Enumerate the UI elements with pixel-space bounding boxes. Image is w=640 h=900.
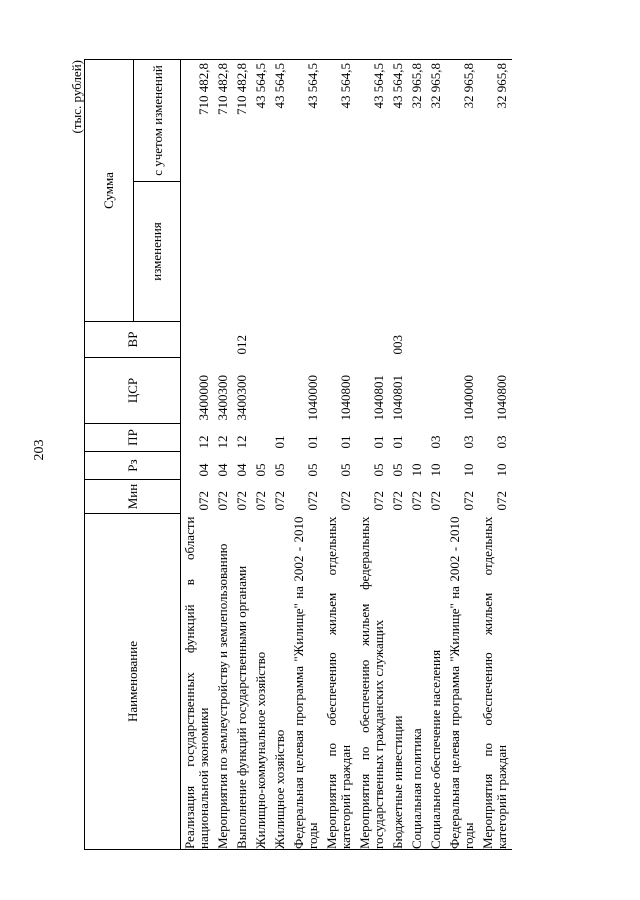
units-label: (тыс. рублей) bbox=[69, 60, 84, 134]
table-row bbox=[446, 60, 479, 850]
cell-changes bbox=[389, 182, 408, 322]
table-row bbox=[233, 60, 252, 850]
table-row bbox=[427, 60, 446, 850]
cell-min: 072 bbox=[253, 491, 268, 511]
cell-name: Федеральная целевая программа "Жилище" на 2002 - 2010 годы bbox=[446, 514, 479, 850]
header-with-changes: с учетом изменений bbox=[134, 60, 181, 182]
cell-changes bbox=[214, 182, 233, 322]
cell-changes bbox=[356, 182, 389, 322]
header-vr: ВР bbox=[85, 322, 181, 358]
table-row bbox=[479, 60, 512, 850]
cell-vr bbox=[408, 322, 427, 358]
header-rz: Рз bbox=[85, 452, 181, 480]
cell-vr bbox=[356, 322, 389, 358]
cell-min: 072 bbox=[305, 491, 320, 511]
cell-name: Жилищное хозяйство bbox=[271, 514, 290, 850]
table-row bbox=[356, 60, 389, 850]
cell-changes bbox=[323, 182, 356, 322]
table-row bbox=[290, 60, 323, 850]
cell-min: 072 bbox=[234, 491, 249, 511]
cell-vr bbox=[252, 322, 271, 358]
cell-changes bbox=[446, 182, 479, 322]
cell-total: 43 564,5 bbox=[389, 60, 408, 182]
cell-pr: 12 bbox=[196, 435, 211, 449]
cell-vr bbox=[290, 322, 323, 358]
cell-pr: 03 bbox=[461, 435, 476, 449]
page-number: 203 bbox=[32, 439, 47, 461]
cell-pr: 01 bbox=[272, 435, 287, 449]
cell-rz: 05 bbox=[272, 463, 287, 477]
cell-min: 072 bbox=[371, 491, 386, 511]
cell-pr bbox=[252, 424, 271, 452]
cell-pr bbox=[408, 424, 427, 452]
cell-total: 32 965,8 bbox=[446, 60, 479, 182]
cell-vr bbox=[271, 322, 290, 358]
cell-changes bbox=[252, 182, 271, 322]
cell-total: 32 965,8 bbox=[408, 60, 427, 182]
table-row bbox=[214, 60, 233, 850]
cell-vr bbox=[427, 322, 446, 358]
cell-min: 072 bbox=[409, 491, 424, 511]
cell-name: Мероприятия по обеспечению жильем отдельных категорий граждан bbox=[479, 514, 512, 850]
table-row bbox=[408, 60, 427, 850]
cell-rz: 05 bbox=[305, 463, 320, 477]
cell-rz: 05 bbox=[390, 463, 405, 477]
cell-total: 43 564,5 bbox=[271, 60, 290, 182]
cell-pr: 01 bbox=[390, 435, 405, 449]
cell-total: 32 965,8 bbox=[479, 60, 512, 182]
cell-name: Мероприятия по землеустройству и землепользованию bbox=[214, 514, 233, 850]
cell-rz: 10 bbox=[409, 463, 424, 477]
cell-csr: 3400000 bbox=[196, 375, 211, 421]
header-csr: ЦСР bbox=[85, 358, 181, 424]
table-row bbox=[323, 60, 356, 850]
cell-total: 43 564,5 bbox=[252, 60, 271, 182]
cell-rz: 04 bbox=[215, 463, 230, 477]
header-pr: ПР bbox=[85, 424, 181, 452]
cell-csr: 1040000 bbox=[461, 375, 476, 421]
cell-changes bbox=[479, 182, 512, 322]
cell-rz: 10 bbox=[428, 463, 443, 477]
cell-total: 43 564,5 bbox=[356, 60, 389, 182]
cell-name: Социальная политика bbox=[408, 514, 427, 850]
header-sum: Сумма bbox=[85, 60, 134, 322]
header-changes: изменения bbox=[134, 182, 181, 322]
cell-total: 710 482,8 bbox=[181, 60, 215, 182]
cell-changes bbox=[271, 182, 290, 322]
cell-changes bbox=[290, 182, 323, 322]
cell-pr: 01 bbox=[371, 435, 386, 449]
cell-csr bbox=[408, 358, 427, 424]
table-body bbox=[181, 60, 513, 850]
table-row bbox=[252, 60, 271, 850]
table-row bbox=[271, 60, 290, 850]
cell-rz: 05 bbox=[338, 463, 353, 477]
cell-rz: 05 bbox=[253, 463, 268, 477]
cell-csr: 1040801 bbox=[390, 375, 405, 421]
cell-rz: 04 bbox=[234, 463, 249, 477]
cell-rz: 10 bbox=[494, 463, 509, 477]
cell-pr: 03 bbox=[428, 435, 443, 449]
cell-name: Мероприятия по обеспечению жильем федеральных государственных гражданских служащих bbox=[356, 514, 389, 850]
cell-name: Реализация государственных функций в области национальной экономики bbox=[181, 514, 215, 850]
cell-csr: 3400300 bbox=[234, 375, 249, 421]
cell-pr: 01 bbox=[338, 435, 353, 449]
cell-name: Социальное обеспечение населения bbox=[427, 514, 446, 850]
cell-pr: 03 bbox=[494, 435, 509, 449]
cell-min: 072 bbox=[196, 491, 211, 511]
header-name: Наименование bbox=[85, 514, 181, 850]
cell-name: Жилищно-коммунальное хозяйство bbox=[252, 514, 271, 850]
cell-vr bbox=[479, 322, 512, 358]
cell-csr: 1040800 bbox=[338, 375, 353, 421]
rotated-document bbox=[70, 50, 590, 850]
cell-vr: 012 bbox=[234, 335, 249, 355]
cell-name: Выполнение функций государственными органами bbox=[233, 514, 252, 850]
cell-total: 43 564,5 bbox=[323, 60, 356, 182]
cell-vr bbox=[214, 322, 233, 358]
cell-pr: 12 bbox=[234, 435, 249, 449]
cell-pr: 01 bbox=[305, 435, 320, 449]
budget-table bbox=[84, 59, 512, 850]
cell-changes bbox=[427, 182, 446, 322]
cell-min: 072 bbox=[390, 491, 405, 511]
table-row bbox=[181, 60, 215, 850]
cell-name: Бюджетные инвестиции bbox=[389, 514, 408, 850]
cell-vr bbox=[181, 322, 215, 358]
cell-total: 710 482,8 bbox=[233, 60, 252, 182]
cell-min: 072 bbox=[428, 491, 443, 511]
table-row bbox=[389, 60, 408, 850]
cell-vr bbox=[323, 322, 356, 358]
cell-min: 072 bbox=[338, 491, 353, 511]
cell-min: 072 bbox=[494, 491, 509, 511]
cell-rz: 10 bbox=[461, 463, 476, 477]
cell-rz: 04 bbox=[196, 463, 211, 477]
cell-total: 32 965,8 bbox=[427, 60, 446, 182]
cell-csr bbox=[271, 358, 290, 424]
cell-csr bbox=[427, 358, 446, 424]
cell-csr bbox=[252, 358, 271, 424]
cell-vr: 003 bbox=[390, 335, 405, 355]
cell-csr: 1040801 bbox=[371, 375, 386, 421]
cell-changes bbox=[408, 182, 427, 322]
cell-csr: 1040000 bbox=[305, 375, 320, 421]
cell-min: 072 bbox=[215, 491, 230, 511]
cell-pr: 12 bbox=[215, 435, 230, 449]
cell-min: 072 bbox=[272, 491, 287, 511]
cell-name: Мероприятия по обеспечению жильем отдельных категорий граждан bbox=[323, 514, 356, 850]
cell-vr bbox=[446, 322, 479, 358]
cell-csr: 1040800 bbox=[494, 375, 509, 421]
cell-csr: 3400300 bbox=[215, 375, 230, 421]
cell-total: 710 482,8 bbox=[214, 60, 233, 182]
cell-min: 072 bbox=[461, 491, 476, 511]
cell-rz: 05 bbox=[371, 463, 386, 477]
header-min: Мин bbox=[85, 480, 181, 514]
cell-total: 43 564,5 bbox=[290, 60, 323, 182]
cell-name: Федеральная целевая программа "Жилище" на 2002 - 2010 годы bbox=[290, 514, 323, 850]
cell-changes bbox=[233, 182, 252, 322]
cell-changes bbox=[181, 182, 215, 322]
